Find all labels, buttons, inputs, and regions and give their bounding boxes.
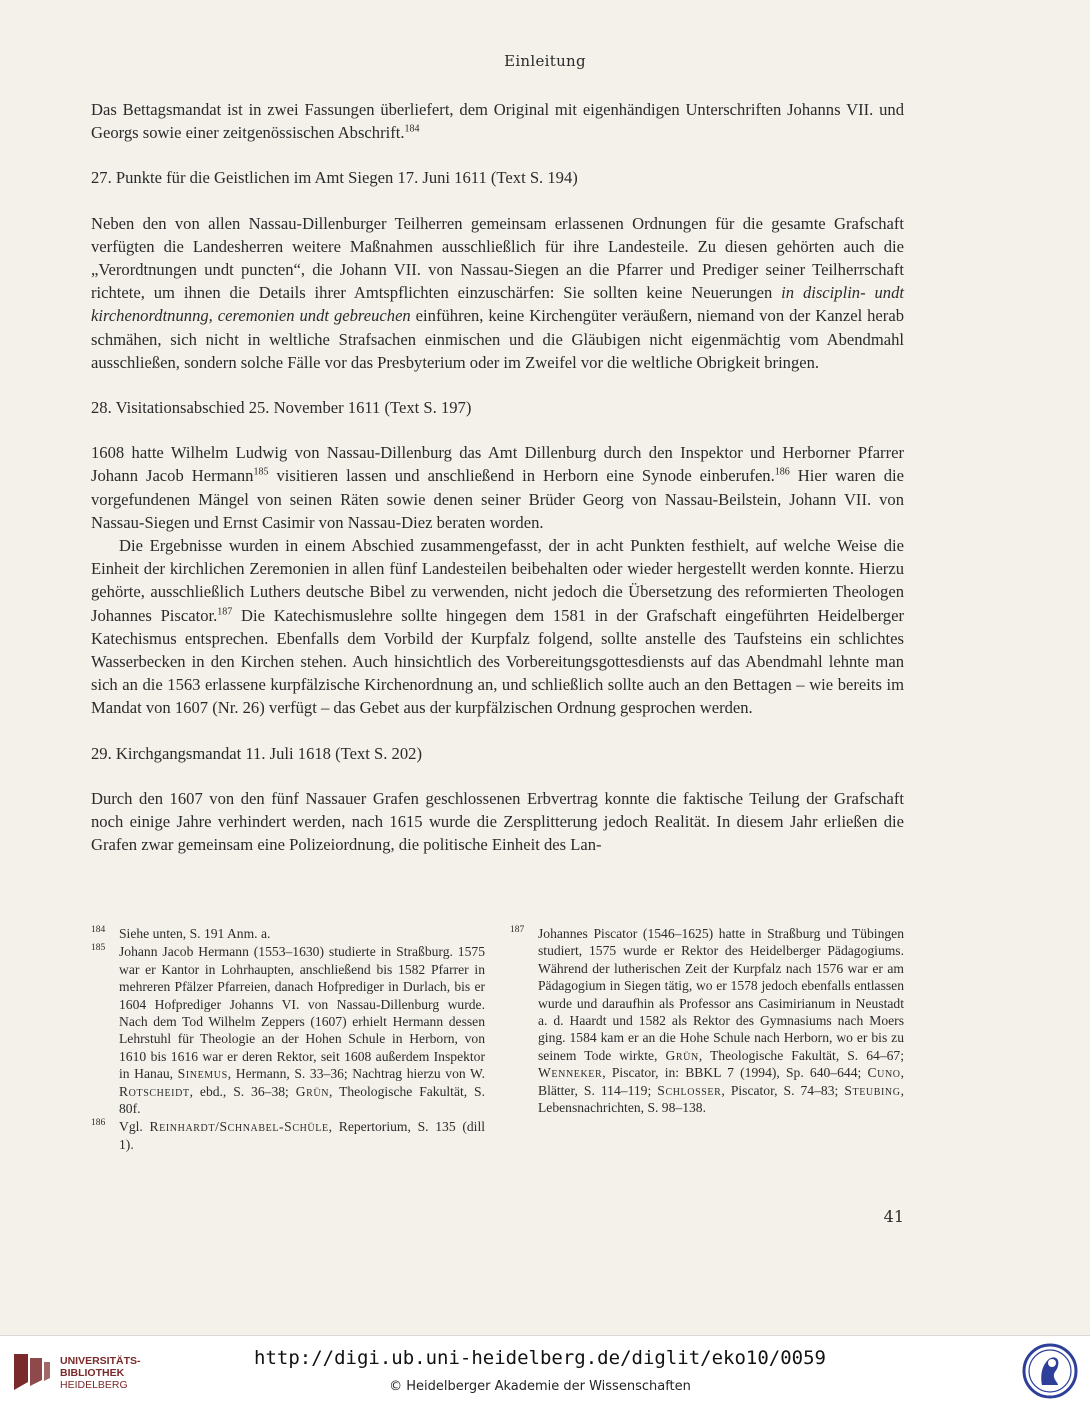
permalink-url[interactable]: http://digi.ub.uni-heidelberg.de/diglit/eko10/0059 <box>254 1347 826 1369</box>
paragraph: Durch den 1607 von den fünf Nassauer Grafen geschlossenen Erbvertrag konnte die faktische Teilung der Grafschaft noch einige Jahre verhindert werden, nach 1615 wurde die Zersplitterung jedoch Realität. In diesem Jahr erließen die Grafen zwar gemeinsam eine Polizeiordnung, die politische Einheit des Lan- <box>91 788 904 855</box>
footnote-ref[interactable]: 185 <box>253 466 269 478</box>
footnote-number: 184 <box>91 925 106 935</box>
footnote-ref[interactable]: 186 <box>774 466 790 478</box>
quoted-italic: in disciplin- undt kirchenordtnunng, ceremonien undt gebreuchen <box>91 283 904 326</box>
footnote-number: 186 <box>91 1118 106 1129</box>
paragraph: Die Ergebnisse wurden in einem Abschied zusammengefasst, der in acht Punkten festhielt, auf welche Weise die Einheit der kirchlichen Zeremonien in allen fünf Landesteilen beibehalten oder wieder hergestellt werden konnte. Hierzu gehörte, ausschließlich Luthers deutsche Bibel zu verwenden, nicht jedoch die Übersetzung des reformierten Theologen Johannes Piscator.$^{187}$ Die Katechismuslehre sollte hingegen dem 1581 in der Grafschaft eingeführten Heidelberger Katechismus entsprechen. Ebenfalls dem Vorbild der Kurpfalz folgend, sollte anstelle des Taufsteins ein schlichtes Wasserbecken in den Kirchen stehen. Auch hinsichtlich des Vorbereitungsgottesdiensts auf das Abendmahl lehnte man sich an die 1563 erlassene kurpfälzische Kirchenordnung an, und schließlich sollte auch an den Bettagen – wie bereits im Mandat von 1607 (Nr. 26) verfügt – das Gebet aus der kurpfälzischen Ordnung gesprochen werden. <box>91 536 904 718</box>
academy-seal-icon <box>1022 1341 1078 1401</box>
university-library-logo-icon <box>12 1352 52 1392</box>
section-heading-27: 27. Punkte für die Geistlichen im Amt Siegen 17. Juni 1611 (Text S. 194) <box>91 168 578 188</box>
body-text <box>91 98 904 856</box>
footnote-number: 185 <box>91 943 106 954</box>
viewer-footer <box>0 1335 1090 1407</box>
paragraph: 1608 hatte Wilhelm Ludwig von Nassau-Dillenburg das Amt Dillenburg durch den Inspektor und Herborner Pfarrer Johann Jacob Hermann$^{185}$ visitieren lassen und anschließend in Herborn eine Synode einberufen.$^{186}$ Hier waren die vorgefundenen Mängel von seinen Räten sowie denen seiner Brüder Georg von Nassau-Beilstein, Johann VII. von Nassau-Siegen und Ernst Casimir von Nassau-Diez beraten worden. <box>91 443 904 532</box>
footnote-185: 185 Johann Jacob Hermann (1553–1630) studierte in Straßburg. 1575 war er Kantor in Lohrhaupten, anschließend bis 1582 Pfarrer in mehreren Pfälzer Pfarreien, danach Hofprediger in Durlach, bis er 1604 Hofprediger Johanns VI. von Nassau-Dillenburg wurde. Nach dem Tod Wilhelm Zeppers (1607) erhielt Hermann dessen Lehrstuhl für Theologie an der Hohen Schule in Herborn, von 1610 bis 1616 war er deren Rektor, seit 1608 außerdem Inspektor in Hanau, Sinemus, Hermann, S. 33–36; Nachtrag hierzu von W. Rotscheidt, ebd., S. 36–38; Grün, Theologische Fakultät, S. 80f. <box>91 943 485 1117</box>
copyright-notice: © Heidelberger Akademie der Wissenschaften <box>389 1379 691 1394</box>
page-number: 41 <box>883 1207 904 1226</box>
footnote-184: 184 Siehe unten, S. 191 Anm. a. <box>91 925 485 942</box>
footnote-187: 187 Johannes Piscator (1546–1625) hatte in Straßburg und Tübingen studiert, 1575 wurde er Rektor des Heidelberger Pädagogiums. Während der lutherischen Zeit der Kurpfalz nach 1576 war er am Pädagogium in Siegen tätig, wo er 1578 jedoch ebenfalls entlassen wurde und daraufhin als Professor ans Casimirianum in Neustadt a. d. Haardt und 1582 als Rektor des Gymnasiums nach Moers ging. 1584 kam er an die Hohe Schule nach Herborn, wo er bis zu seinem Tode wirkte, Grün, Theologische Fakultät, S. 64–67; Wenneker, Piscator, in: BBKL 7 (1994), Sp. 640–644; Cuno, Blätter, S. 114–119; Schlosser, Piscator, S. 74–83; Steubing, Lebensnachrichten, S. 98–138. <box>510 925 904 1116</box>
running-head: Einleitung <box>504 52 586 70</box>
section-heading-29: 29. Kirchgangsmandat 11. Juli 1618 (Text S. 202) <box>91 743 422 763</box>
footnotes-right <box>510 925 904 1117</box>
footnote-186: 186 Vgl. Reinhardt/Schnabel-Schüle, Repertorium, S. 135 (dill 1). <box>91 1118 485 1153</box>
footnotes-left <box>91 925 485 1154</box>
ub-heidelberg-logo[interactable] <box>10 1346 160 1396</box>
footnote-ref[interactable]: 187 <box>217 606 233 618</box>
paragraph: Neben den von allen Nassau-Dillenburger Teilherren gemeinsam erlassenen Ordnungen für die gesamte Grafschaft verfügten die Landesherren weitere Maßnahmen ausschließlich für ihre Landesteile. Zu diesen gehörten auch die „Verordtnungen undt puncten“, die Johann VII. von Nassau-Siegen an die Pfarrer und Prediger seiner Teilherrschaft richtete, um ihnen die Details ihrer Amtspflichten einzuschärfen: Sie sollten keine Neuerungen in disciplin- undt kirchenordtnunng, ceremonien undt gebreuchen einführen, keine Kirchengüter veräußern, niemand von der Kanzel herab schmähen, sich nicht in weltliche Strafsachen einmischen und die Gläubigen nicht eigenmächtig vom Abendmahl ausschließen, sondern solche Fälle vor das Presbyterium oder im Zweifel vor die weltliche Obrigkeit bringen. <box>91 213 904 372</box>
footnote-number: 187 <box>510 925 525 935</box>
footnote-ref[interactable]: 184 <box>404 123 420 135</box>
section-heading-28: 28. Visitationsabschied 25. November 1611 (Text S. 197) <box>91 398 472 418</box>
paragraph: Das Bettagsmandat ist in zwei Fassungen überliefert, dem Original mit eigenhändigen Unterschriften Johanns VII. und Georgs sowie einer zeitgenössischen Abschrift.$^{184}$ <box>91 100 904 143</box>
logo-text: UNIVERSITÄTS- BIBLIOTHEK HEIDELBERG <box>60 1355 141 1391</box>
